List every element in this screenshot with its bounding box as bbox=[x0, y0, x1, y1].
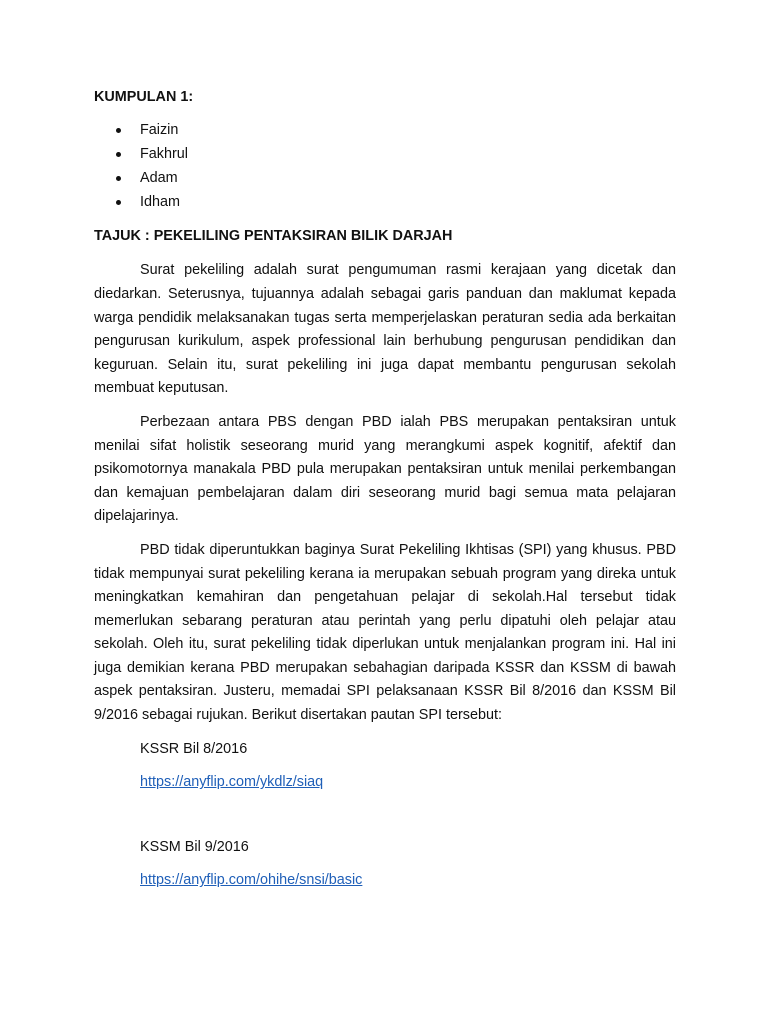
list-item bbox=[94, 118, 676, 142]
reference-label-kssr: KSSR Bil 8/2016 bbox=[140, 740, 248, 757]
bullet-icon bbox=[116, 200, 121, 205]
reference-label-kssm: KSSM Bil 9/2016 bbox=[140, 838, 249, 855]
list-item bbox=[94, 190, 676, 214]
reference-link-kssm[interactable]: https://anyflip.com/ohihe/snsi/basic bbox=[140, 872, 363, 889]
member-name: Fakhrul bbox=[140, 145, 188, 162]
bullet-icon bbox=[116, 152, 121, 157]
member-list bbox=[94, 118, 676, 215]
reference-link-kssr[interactable]: https://anyflip.com/ykdlz/siaq bbox=[140, 774, 324, 791]
bullet-icon bbox=[116, 128, 121, 133]
group-heading: KUMPULAN 1: bbox=[94, 89, 194, 105]
paragraph-definition: Surat pekeliling adalah surat pengumuman rasmi kerajaan yang dicetak dan diedarkan. Seterusnya, tujuannya adalah sebagai garis panduan dan maklumat kepada warga pendidik melaksanakan tugas serta memperjelaskan peraturan sedia ada berkaitan pengurusan kurikulum, aspek professional lain berhubung pengurusan pendidikan dan keguruan. Selain itu, surat pekeliling ini juga dapat membantu pengurusan sekolah membuat keputusan. bbox=[94, 262, 676, 397]
topic-title: TAJUK : PEKELILING PENTAKSIRAN BILIK DARJAH bbox=[94, 227, 453, 244]
document-page bbox=[94, 86, 676, 893]
paragraph-comparison: Perbezaan antara PBS dengan PBD ialah PBS merupakan pentaksiran untuk menilai sifat holistik seseorang murid yang merangkumi aspek kognitif, afektif dan psikomotornya manakala PBD pula merupakan pentaksiran untuk menilai perkembangan dan kemajuan pembelajaran dalam diri seseorang murid bagi semua mata pelajaran dipelajarinya. bbox=[94, 413, 676, 525]
bullet-icon bbox=[116, 176, 121, 181]
list-item bbox=[94, 142, 676, 166]
list-item bbox=[94, 166, 676, 190]
paragraph-explanation: PBD tidak diperuntukkan baginya Surat Pekeliling Ikhtisas (SPI) yang khusus. PBD tidak mempunyai surat pekeliling kerana ia merupakan sebuah program yang direka untuk meningkatkan kemahiran dan pengetahuan pelajar di sekolah.Hal tersebut tidak memerlukan sebarang peraturan atau perintah yang perlu dipatuhi oleh pelajar atau sekolah. Oleh itu, surat pekeliling tidak diperlukan untuk menjalankan program ini. Hal ini juga demikian kerana PBD merupakan sebahagian daripada KSSR dan KSSM di bawah aspek pentaksiran. Justeru, memadai SPI pelaksanaan KSSR Bil 8/2016 dan KSSM Bil 9/2016 sebagai rujukan. Berikut disertakan pautan SPI tersebut: bbox=[94, 541, 676, 724]
member-name: Adam bbox=[140, 170, 178, 187]
member-name: Idham bbox=[140, 194, 180, 211]
member-name: Faizin bbox=[140, 121, 179, 138]
